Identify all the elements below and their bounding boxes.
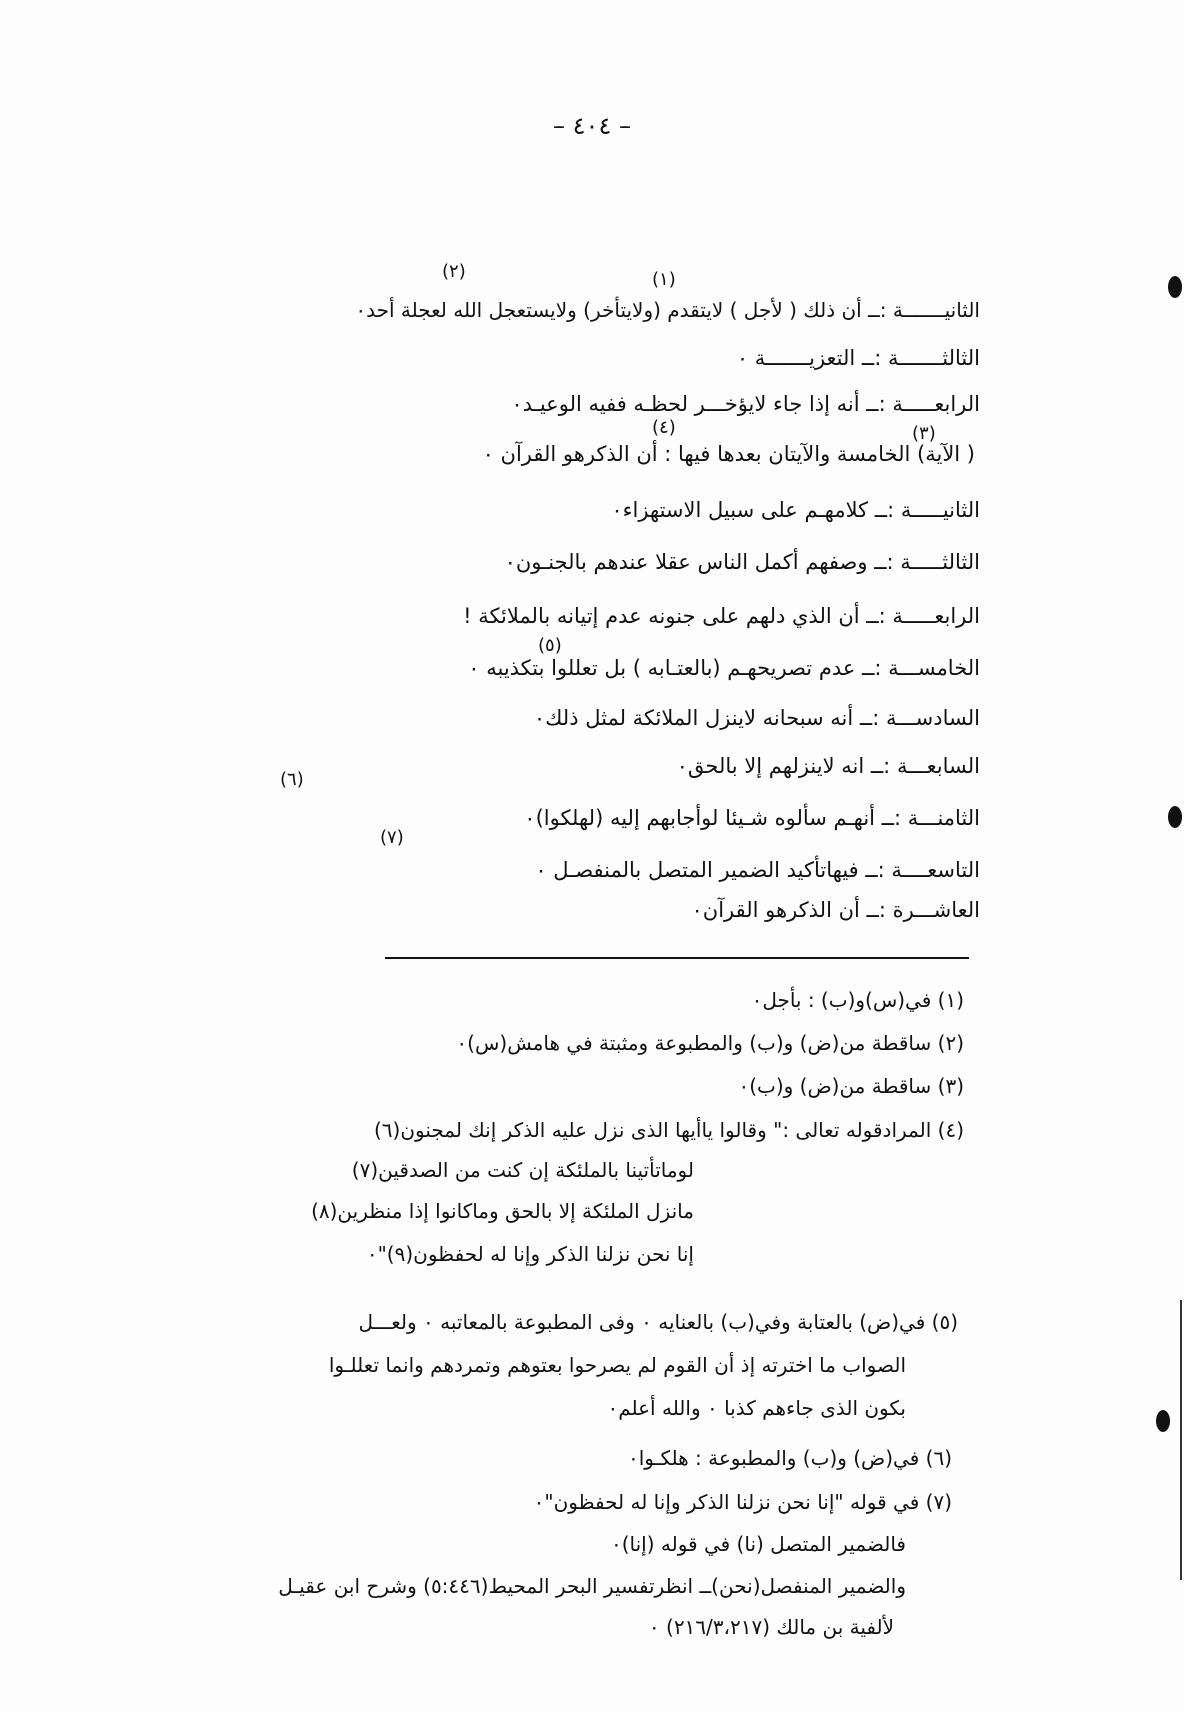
body-line-3: الرابعـــــة :ــ أنه إذا جاء لايؤخـــر لحظـه ففيه الوعيـد٠ xyxy=(511,392,980,416)
scan-edge-line xyxy=(1180,1300,1182,1580)
footnote-marker-4: (٤) xyxy=(652,417,676,438)
footnote-1: (١) في(س)و(ب) : بأجل٠ xyxy=(751,988,964,1012)
footnote-5-cont-2: بكون الذى جاءهم كذبا ٠ والله أعلم٠ xyxy=(607,1396,906,1420)
footnote-divider xyxy=(385,957,969,959)
footnote-5-cont-1: الصواب ما اخترته إذ أن القوم لم يصرحوا بعتوهم وتمردهم وانما تعللـوا xyxy=(328,1353,906,1377)
footnote-7-cont-2: والضمير المنفصل(نحن)ــ انظرتفسير البحر المحيط(٥:٤٤٦) وشرح ابن عقيـل xyxy=(278,1574,906,1598)
body-line-10: السابعـــة :ــ انه لاينزلهم إلا بالحق٠ xyxy=(676,754,980,778)
body-line-7: الرابعـــــة :ــ أن الذي دلهم على جنونه عدم إتيانه بالملائكة ! xyxy=(463,604,980,628)
footnote-7: (٧) في قوله "إنا نحن نزلنا الذكر وإنا له لحفظون"٠ xyxy=(533,1490,952,1514)
body-line-6: الثالثـــــة :ــ وصفهم أكمل الناس عقلا عندهم بالجنـون٠ xyxy=(504,550,980,574)
body-line-13: العاشـــرة :ــ أن الذكرهو القرآن٠ xyxy=(691,898,980,922)
footnote-7-cont-3: لألفية بن مالك (٢١٦/٣،٢١٧) ٠ xyxy=(648,1615,894,1639)
footnote-marker-7: (٧) xyxy=(380,827,404,848)
footnote-4-verse-3: مانزل الملئكة إلا بالحق وماكانوا إذا منظرين(٨) xyxy=(311,1199,694,1223)
footnote-4-verse-4: إنا نحن نزلنا الذكر وإنا له لحفظون(٩)"٠ xyxy=(366,1242,694,1266)
body-line-8: الخامســـة :ــ عدم تصريحهـم (بالعتـابه ) بل تعللوا بتكذيبه ٠ xyxy=(468,656,980,680)
scan-hole-bottom xyxy=(1156,1410,1170,1432)
body-line-4: ( الآية) الخامسة والآيتان بعدها فيها : أن الذكرهو القرآن ٠ xyxy=(482,442,975,466)
body-line-12: التاسعــــة :ــ فيهاتأكيد الضمير المتصل بالمنفصـل ٠ xyxy=(535,858,980,882)
footnote-4-verse-2: لوماتأتينا بالملئكة إن كنت من الصدقين(٧) xyxy=(351,1158,694,1182)
footnote-marker-3: (٣) xyxy=(912,423,936,444)
footnote-marker-5: (٥) xyxy=(538,635,562,656)
footnote-marker-1: (١) xyxy=(652,269,676,290)
body-line-5: الثانيـــــة :ــ كلامهـم على سبيل الاستهزاء٠ xyxy=(611,498,980,522)
scan-hole-middle xyxy=(1168,806,1182,828)
footnote-3: (٣) ساقطة من(ض) و(ب)٠ xyxy=(738,1074,964,1098)
body-line-1: الثانيـــــــة :ــ أن ذلك ( لأجل ) لايتقدم (ولايتأخر) ولايستعجل الله لعجلة أحد٠ xyxy=(355,298,980,322)
footnote-marker-2: (٢) xyxy=(442,261,466,282)
footnote-6: (٦) في(ض) و(ب) والمطبوعة : هلكـوا٠ xyxy=(627,1446,952,1470)
body-line-9: السادســـة :ــ أنه سبحانه لاينزل الملائكة لمثل ذلك٠ xyxy=(533,706,980,730)
footnote-7-cont-1: فالضمير المتصل (نا) في قوله (إنا)٠ xyxy=(610,1532,906,1556)
footnote-5: (٥) في(ض) بالعتابة وفي(ب) بالعنايه ٠ وفى المطبوعة بالمعاتبه ٠ ولعـــل xyxy=(358,1310,958,1334)
page-number: – ٤٠٤ – xyxy=(553,112,631,140)
body-line-2: الثالثـــــــة :ــ التعزيـــــــة ٠ xyxy=(736,346,980,370)
scan-hole-top xyxy=(1168,276,1182,298)
footnote-4: (٤) المرادقوله تعالى :" وقالوا ياأيها الذى نزل عليه الذكر إنك لمجنون(٦) xyxy=(373,1118,964,1142)
footnote-marker-6: (٦) xyxy=(280,769,304,790)
body-line-11: الثامنـــة :ــ أنهـم سألوه شـيئا لوأجابهم إليه (لهلكوا)٠ xyxy=(524,806,980,830)
footnote-2: (٢) ساقطة من(ض) و(ب) والمطبوعة ومثبتة في هامش(س)٠ xyxy=(456,1031,964,1055)
